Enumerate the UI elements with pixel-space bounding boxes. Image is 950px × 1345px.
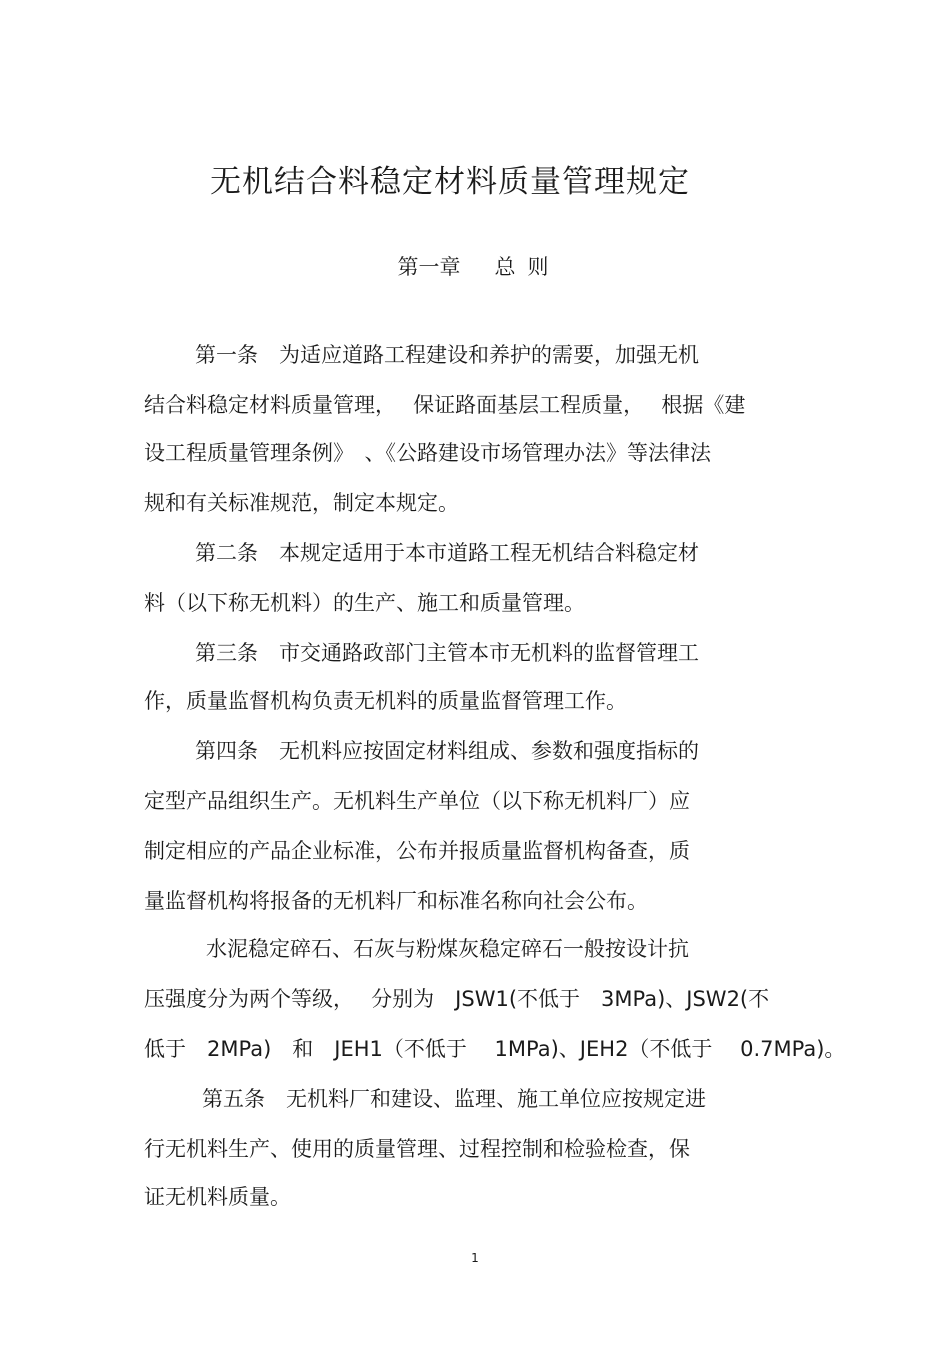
article-4-line-1: 第四条 无机料应按固定材料组成、参数和强度指标的 — [195, 739, 699, 763]
chapter-name-part1: 总 — [494, 255, 516, 279]
article-1-line-2: 结合料稳定材料质量管理， 保证路面基层工程质量， 根据《建 — [144, 393, 746, 417]
document-title: 无机结合料稳定材料质量管理规定 — [210, 164, 690, 200]
chapter-name-part2: 则 — [527, 255, 549, 279]
article-2-line-1: 第二条 本规定适用于本市道路工程无机结合料稳定材 — [195, 541, 699, 565]
paragraph-grades-line-3: 低于 2MPa) 和 JEH1（不低于 1MPa)、JEH2（不低于 0.7MPa)。 — [144, 1037, 846, 1061]
article-5-line-1: 第五条 无机料厂和建设、监理、施工单位应按规定进 — [202, 1087, 706, 1111]
article-1-line-4: 规和有关标准规范，制定本规定。 — [144, 491, 459, 515]
article-3-line-1: 第三条 市交通路政部门主管本市无机料的监督管理工 — [195, 641, 699, 665]
article-1-line-3: 设工程质量管理条例》 、《公路建设市场管理办法》等法律法 — [144, 441, 711, 465]
article-5-line-2: 行无机料生产、使用的质量管理、过程控制和检验检查，保 — [144, 1137, 690, 1161]
article-3-line-2: 作，质量监督机构负责无机料的质量监督管理工作。 — [144, 689, 627, 713]
article-2-line-2: 料（以下称无机料）的生产、施工和质量管理。 — [144, 591, 585, 615]
article-4-line-3: 制定相应的产品企业标准，公布并报质量监督机构备查，质 — [144, 839, 690, 863]
article-5-line-3: 证无机料质量。 — [144, 1185, 291, 1209]
article-1-line-1: 第一条 为适应道路工程建设和养护的需要，加强无机 — [195, 343, 699, 367]
paragraph-grades-line-2: 压强度分为两个等级， 分别为 JSW1(不低于 3MPa)、JSW2(不 — [144, 987, 770, 1011]
chapter-number: 第一章 — [397, 255, 461, 279]
paragraph-grades-line-1: 水泥稳定碎石、石灰与粉煤灰稳定碎石一般按设计抗 — [206, 937, 689, 961]
article-4-line-4: 量监督机构将报备的无机料厂和标准名称向社会公布。 — [144, 889, 648, 913]
chapter-heading — [0, 252, 946, 282]
article-4-line-2: 定型产品组织生产。无机料生产单位（以下称无机料厂）应 — [144, 789, 690, 813]
page-number: 1 — [471, 1251, 479, 1265]
